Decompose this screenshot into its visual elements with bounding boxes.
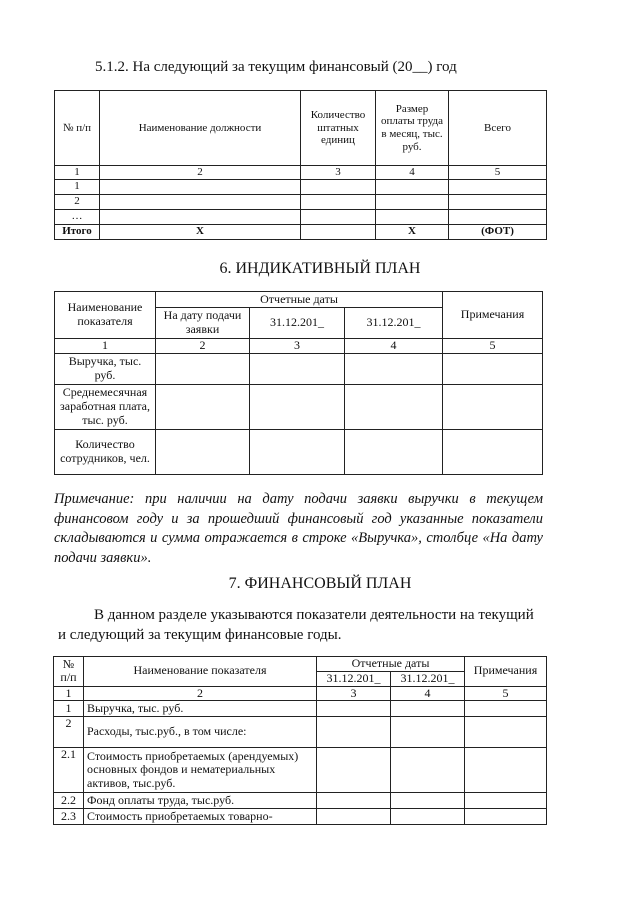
row-num: 1	[54, 701, 84, 717]
table-row	[54, 793, 547, 809]
row-num: …	[55, 209, 100, 224]
col-date2: 31.12.201_	[345, 308, 443, 339]
row-num: 2.1	[54, 748, 84, 793]
total-x: X	[100, 224, 301, 239]
note-paragraph: Примечание: при наличии на дату подачи заявки выручки в текущем финансовом году и за прошедший финансовый год указанные показатели складываются и сумма отражается в строке «Выручка», столбце «На дату подачи заявки».	[54, 491, 543, 566]
row-label: Среднемесячная заработная плата, тыс. руб.	[55, 384, 156, 429]
reporting-dates-header: Отчетные даты	[317, 657, 465, 672]
row-label: Количество сотрудников, чел.	[55, 429, 156, 474]
index-cell: 2	[84, 686, 317, 701]
table-row	[54, 701, 547, 717]
col-num: № п/п	[54, 657, 84, 687]
table-row	[54, 717, 547, 748]
table-row	[54, 748, 547, 793]
row-label: Выручка, тыс. руб.	[55, 353, 156, 384]
index-cell: 3	[301, 166, 376, 180]
table-row	[55, 194, 547, 209]
index-cell: 3	[317, 686, 391, 701]
table-row	[55, 209, 547, 224]
index-cell: 4	[391, 686, 465, 701]
total-row	[55, 224, 547, 239]
index-cell: 2	[156, 339, 250, 354]
table-row	[55, 353, 543, 384]
row-num: 2	[54, 717, 84, 748]
row-num: 2	[55, 194, 100, 209]
col-on-date: На дату подачи заявки	[156, 308, 250, 339]
index-cell: 5	[443, 339, 543, 354]
index-cell: 2	[100, 166, 301, 180]
total-empty	[301, 224, 376, 239]
row-num: 1	[55, 179, 100, 194]
table-row	[55, 384, 543, 429]
index-cell: 1	[54, 686, 84, 701]
section6-title: 6. ИНДИКАТИВНЫЙ ПЛАН	[219, 260, 421, 277]
index-cell: 5	[465, 686, 547, 701]
index-cell: 5	[449, 166, 547, 180]
col-notes: Примечания	[443, 292, 543, 339]
index-cell: 4	[376, 166, 449, 180]
row-label: Выручка, тыс. руб.	[84, 701, 317, 717]
index-cell: 4	[345, 339, 443, 354]
row-num: 2.2	[54, 793, 84, 809]
row-label: Стоимость приобретаемых (арендуемых) основных фондов и нематериальных активов, тыс.руб.	[84, 748, 317, 793]
header-count: Количество штатных единиц	[301, 91, 376, 166]
col-date2: 31.12.201_	[391, 671, 465, 686]
reporting-dates-header: Отчетные даты	[156, 292, 443, 308]
header-num: № п/п	[55, 91, 100, 166]
row-num: 2.3	[54, 809, 84, 825]
section7-title: 7. ФИНАНСОВЫЙ ПЛАН	[228, 575, 412, 592]
table-row	[54, 809, 547, 825]
financial-table	[53, 656, 547, 825]
staff-table	[54, 90, 547, 240]
header-salary: Размер оплаты труда в месяц, тыс. руб.	[376, 91, 449, 166]
col-indicator-name: Наименование показателя	[84, 657, 317, 687]
section7-intro: В данном разделе указываются показатели деятельности на текущий и следующий за текущим финансовые годы.	[58, 607, 534, 644]
col-date1: 31.12.201_	[250, 308, 345, 339]
index-cell: 1	[55, 166, 100, 180]
table-row	[55, 179, 547, 194]
total-label: Итого	[55, 224, 100, 239]
col-indicator-name: Наименование показателя	[55, 292, 156, 339]
section-512-title: 5.1.2. На следующий за текущим финансовый (20__) год	[95, 59, 457, 75]
total-x: X	[376, 224, 449, 239]
row-label: Стоимость приобретаемых товарно-	[84, 809, 317, 825]
header-total: Всего	[449, 91, 547, 166]
indicative-table	[54, 291, 543, 475]
col-notes: Примечания	[465, 657, 547, 687]
row-label: Фонд оплаты труда, тыс.руб.	[84, 793, 317, 809]
header-position: Наименование должности	[100, 91, 301, 166]
table-row	[55, 429, 543, 474]
col-date1: 31.12.201_	[317, 671, 391, 686]
index-cell: 1	[55, 339, 156, 354]
index-cell: 3	[250, 339, 345, 354]
total-fot: (ФОТ)	[449, 224, 547, 239]
row-label: Расходы, тыс.руб., в том числе:	[84, 717, 317, 748]
